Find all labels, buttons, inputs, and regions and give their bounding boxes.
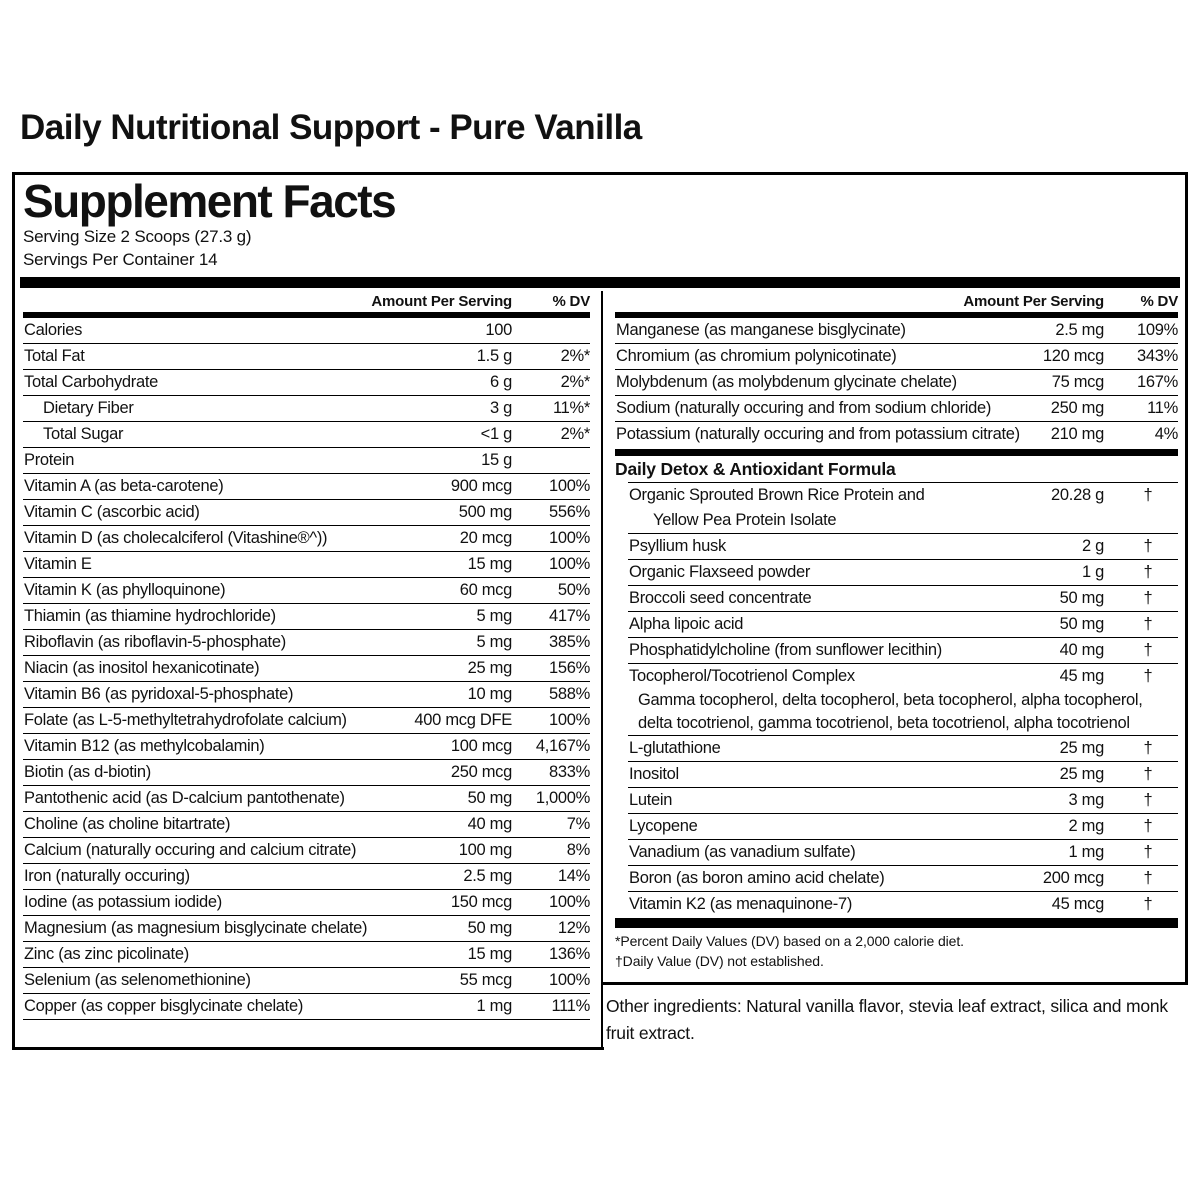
nutrient-name: Manganese (as manganese bisglycinate) bbox=[616, 321, 906, 339]
nutrient-amount: 20 mcg bbox=[459, 529, 512, 547]
nutrient-row-line bbox=[23, 448, 590, 473]
nutrient-dv: † bbox=[1143, 739, 1153, 757]
nutrient-amount: 1.5 g bbox=[476, 347, 512, 365]
nutrient-name: Psyllium husk bbox=[629, 537, 726, 555]
nutrient-name: Zinc (as zinc picolinate) bbox=[24, 945, 189, 963]
nutrient-row bbox=[628, 559, 1178, 585]
nutrient-dv: † bbox=[1143, 563, 1153, 581]
nutrient-amount: 25 mg bbox=[467, 659, 512, 677]
nutrient-name: Phosphatidylcholine (from sunflower lecithin) bbox=[629, 641, 942, 659]
nutrient-amount: 210 mg bbox=[1050, 425, 1104, 443]
nutrient-sub-line: delta tocotrienol, gamma tocotrienol, beta tocotrienol, alpha tocotrienol bbox=[638, 714, 1130, 732]
nutrient-dv: † bbox=[1143, 615, 1153, 633]
nutrient-name-line1: Organic Sprouted Brown Rice Protein and bbox=[629, 486, 925, 504]
nutrient-name: Vitamin B12 (as methylcobalamin) bbox=[24, 737, 265, 755]
nutrient-row bbox=[23, 733, 590, 759]
nutrient-name: Tocopherol/Tocotrienol Complex bbox=[629, 667, 855, 685]
nutrient-name: Sodium (naturally occuring and from sodium chloride) bbox=[616, 399, 992, 417]
nutrient-row bbox=[23, 785, 590, 811]
nutrient-amount: 1 mg bbox=[1068, 843, 1104, 861]
nutrient-row-line bbox=[628, 736, 1178, 761]
nutrient-row-line bbox=[615, 370, 1178, 395]
nutrient-row bbox=[628, 735, 1178, 761]
nutrient-row-line bbox=[23, 968, 590, 993]
nutrient-row-line bbox=[615, 318, 1178, 343]
nutrient-row bbox=[628, 585, 1178, 611]
nutrient-name: Niacin (as inositol hexanicotinate) bbox=[24, 659, 260, 677]
nutrient-row bbox=[628, 663, 1178, 735]
nutrient-amount: 15 mg bbox=[467, 555, 512, 573]
nutrient-amount: 25 mg bbox=[1059, 765, 1104, 783]
nutrient-name: Vitamin E bbox=[24, 555, 92, 573]
nutrient-amount: 100 mcg bbox=[450, 737, 512, 755]
nutrient-dv: † bbox=[1143, 895, 1153, 913]
nutrient-row-line bbox=[628, 892, 1178, 917]
nutrient-row bbox=[628, 813, 1178, 839]
nutrient-row-line bbox=[23, 760, 590, 785]
dv-header: % DV bbox=[552, 293, 590, 310]
supplement-facts-panel bbox=[12, 172, 1188, 1050]
column-divider bbox=[601, 291, 603, 1050]
nutrient-dv: 343% bbox=[1136, 347, 1178, 365]
nutrient-row-line bbox=[23, 500, 590, 525]
nutrient-name: Potassium (naturally occuring and from potassium citrate) bbox=[616, 425, 1020, 443]
nutrient-row-line bbox=[628, 483, 1178, 533]
nutrient-name: Total Sugar bbox=[43, 425, 124, 443]
nutrient-row-line bbox=[23, 396, 590, 421]
nutrient-amount: 200 mcg bbox=[1042, 869, 1104, 887]
nutrient-row bbox=[23, 681, 590, 707]
nutrient-row-line bbox=[23, 812, 590, 837]
nutrient-amount: 250 mcg bbox=[450, 763, 512, 781]
nutrient-row bbox=[23, 447, 590, 473]
nutrient-dv: † bbox=[1143, 589, 1153, 607]
nutrient-dv: 100% bbox=[548, 555, 590, 573]
nutrient-row-line bbox=[628, 788, 1178, 813]
nutrient-amount: 6 g bbox=[489, 373, 512, 391]
left-column bbox=[15, 288, 601, 1020]
nutrient-dv: † bbox=[1143, 667, 1153, 685]
nutrient-dv: 50% bbox=[557, 581, 590, 599]
left-column-header bbox=[23, 288, 590, 312]
nutrient-amount: 50 mg bbox=[1059, 615, 1104, 633]
nutrient-row bbox=[615, 421, 1178, 447]
nutrient-amount: 75 mcg bbox=[1051, 373, 1104, 391]
nutrient-row bbox=[628, 533, 1178, 559]
nutrient-row-line bbox=[23, 422, 590, 447]
nutrient-row-line bbox=[23, 864, 590, 889]
nutrient-row bbox=[628, 483, 1178, 533]
nutrient-dv: 100% bbox=[548, 893, 590, 911]
nutrient-row-line bbox=[628, 612, 1178, 637]
nutrient-amount: 20.28 g bbox=[1051, 486, 1104, 504]
nutrient-row bbox=[23, 421, 590, 447]
nutrient-amount: 10 mg bbox=[467, 685, 512, 703]
nutrient-dv: 833% bbox=[548, 763, 590, 781]
nutrient-row-line bbox=[628, 638, 1178, 663]
nutrient-row bbox=[23, 603, 590, 629]
nutrient-row-line bbox=[23, 656, 590, 681]
nutrient-dv: † bbox=[1143, 869, 1153, 887]
nutrient-row-line bbox=[628, 664, 1178, 689]
panel-header bbox=[15, 175, 1185, 271]
nutrient-dv: 156% bbox=[548, 659, 590, 677]
nutrient-name: Choline (as choline bitartrate) bbox=[24, 815, 231, 833]
nutrient-dv bbox=[526, 318, 590, 343]
nutrient-amount: 5 mg bbox=[476, 633, 512, 651]
nutrient-row bbox=[628, 865, 1178, 891]
nutrient-row bbox=[23, 759, 590, 785]
nutrient-row-line bbox=[23, 708, 590, 733]
nutrient-amount: 50 mg bbox=[467, 919, 512, 937]
nutrient-row-line bbox=[615, 344, 1178, 369]
nutrient-row bbox=[23, 369, 590, 395]
thick-rule bbox=[20, 277, 1180, 288]
nutrient-name: Organic Flaxseed powder bbox=[629, 563, 811, 581]
nutrient-amount: 100 bbox=[485, 321, 512, 339]
nutrient-row bbox=[23, 473, 590, 499]
thick-rule bbox=[615, 918, 1178, 928]
nutrient-row bbox=[628, 761, 1178, 787]
nutrient-dv: 100% bbox=[548, 529, 590, 547]
right-nutrient-table bbox=[615, 318, 1178, 447]
thick-rule bbox=[615, 449, 1178, 456]
nutrient-name: Vitamin B6 (as pyridoxal-5-phosphate) bbox=[24, 685, 294, 703]
nutrient-name: Folate (as L-5-methyltetrahydrofolate calcium) bbox=[24, 711, 347, 729]
footnote-dv: *Percent Daily Values (DV) based on a 2,000 calorie diet. bbox=[615, 933, 964, 949]
nutrient-dv: 111% bbox=[551, 997, 590, 1015]
nutrient-row-line bbox=[23, 344, 590, 369]
panel-border-right bbox=[1185, 172, 1188, 985]
nutrient-row bbox=[23, 941, 590, 967]
panel-border-bottom-right bbox=[602, 982, 1188, 985]
nutrient-row-line bbox=[23, 370, 590, 395]
nutrient-row bbox=[23, 915, 590, 941]
nutrient-amount: 1 g bbox=[1081, 563, 1104, 581]
nutrient-dv: 109% bbox=[1136, 321, 1178, 339]
nutrient-row bbox=[23, 889, 590, 915]
nutrient-name: Vanadium (as vanadium sulfate) bbox=[629, 843, 856, 861]
right-column-header bbox=[615, 288, 1178, 312]
servings-per-container-text: Servings Per Container 14 bbox=[23, 250, 218, 269]
nutrient-name: Broccoli seed concentrate bbox=[629, 589, 812, 607]
nutrient-amount: <1 g bbox=[480, 425, 512, 443]
nutrient-row bbox=[23, 655, 590, 681]
serving-size-text: Serving Size 2 Scoops (27.3 g) bbox=[23, 227, 252, 246]
nutrient-row bbox=[615, 318, 1178, 343]
panel-border-bottom-left bbox=[12, 1047, 604, 1050]
nutrient-amount: 250 mg bbox=[1050, 399, 1104, 417]
amount-header: Amount Per Serving bbox=[963, 293, 1104, 310]
nutrient-amount: 25 mg bbox=[1059, 739, 1104, 757]
nutrient-row-line bbox=[23, 474, 590, 499]
dv-header: % DV bbox=[1140, 293, 1178, 310]
nutrient-row-line bbox=[23, 318, 590, 343]
nutrient-row-line bbox=[628, 762, 1178, 787]
nutrient-dv: † bbox=[1143, 817, 1153, 835]
nutrient-dv: 100% bbox=[548, 971, 590, 989]
nutrient-row bbox=[628, 611, 1178, 637]
nutrient-row bbox=[23, 525, 590, 551]
nutrient-amount: 50 mg bbox=[1059, 589, 1104, 607]
nutrient-row bbox=[23, 499, 590, 525]
nutrient-name: Pantothenic acid (as D-calcium pantothenate) bbox=[24, 789, 345, 807]
nutrient-row-line bbox=[23, 526, 590, 551]
nutrient-row-line bbox=[23, 786, 590, 811]
footnotes bbox=[615, 931, 1178, 971]
nutrient-amount: 40 mg bbox=[1059, 641, 1104, 659]
nutrient-amount: 60 mcg bbox=[459, 581, 512, 599]
nutrient-name: Vitamin C (ascorbic acid) bbox=[24, 503, 200, 521]
nutrient-dv: 417% bbox=[548, 607, 590, 625]
detox-section-title: Daily Detox & Antioxidant Formula bbox=[615, 459, 896, 479]
nutrient-row-line bbox=[628, 586, 1178, 611]
nutrient-name: Boron (as boron amino acid chelate) bbox=[629, 869, 885, 887]
nutrient-dv: † bbox=[1143, 537, 1153, 555]
nutrient-name: Magnesium (as magnesium bisglycinate chelate) bbox=[24, 919, 368, 937]
nutrient-row bbox=[23, 629, 590, 655]
nutrient-amount: 2 mg bbox=[1068, 817, 1104, 835]
nutrient-dv: 12% bbox=[557, 919, 590, 937]
nutrient-amount: 2.5 mg bbox=[463, 867, 512, 885]
nutrient-name: Vitamin K2 (as menaquinone-7) bbox=[629, 895, 853, 913]
nutrient-row-line bbox=[23, 578, 590, 603]
nutrient-dv: 100% bbox=[548, 711, 590, 729]
nutrient-row bbox=[628, 839, 1178, 865]
nutrient-name: Iron (naturally occuring) bbox=[24, 867, 190, 885]
nutrient-amount: 45 mg bbox=[1059, 667, 1104, 685]
nutrient-name: Copper (as copper bisglycinate chelate) bbox=[24, 997, 304, 1015]
nutrient-row bbox=[23, 395, 590, 421]
nutrient-sub-line: Gamma tocopherol, delta tocopherol, beta tocopherol, alpha tocopherol, bbox=[638, 691, 1143, 709]
nutrient-row-line bbox=[23, 552, 590, 577]
nutrient-amount: 900 mcg bbox=[450, 477, 512, 495]
nutrient-row-line bbox=[23, 734, 590, 759]
nutrient-amount: 50 mg bbox=[467, 789, 512, 807]
nutrient-name: L-glutathione bbox=[629, 739, 721, 757]
page-title: Daily Nutritional Support - Pure Vanilla bbox=[20, 108, 642, 147]
nutrient-name: Lycopene bbox=[629, 817, 698, 835]
nutrient-dv: 1,000% bbox=[535, 789, 590, 807]
nutrient-row-line bbox=[628, 866, 1178, 891]
nutrient-name: Thiamin (as thiamine hydrochloride) bbox=[24, 607, 276, 625]
nutrient-row bbox=[615, 369, 1178, 395]
nutrient-row-line bbox=[628, 814, 1178, 839]
columns bbox=[15, 288, 1185, 1020]
nutrient-name: Chromium (as chromium polynicotinate) bbox=[616, 347, 897, 365]
nutrient-amount: 1 mg bbox=[476, 997, 512, 1015]
nutrient-row bbox=[628, 891, 1178, 917]
nutrient-dv: 100% bbox=[548, 477, 590, 495]
nutrient-dv: † bbox=[1143, 641, 1153, 659]
nutrient-row bbox=[23, 318, 590, 343]
left-nutrient-table bbox=[23, 318, 590, 1020]
nutrient-dv: 167% bbox=[1136, 373, 1178, 391]
nutrient-amount: 2.5 mg bbox=[1055, 321, 1104, 339]
nutrient-dv: † bbox=[1143, 765, 1153, 783]
detox-ingredient-table bbox=[628, 482, 1178, 917]
nutrient-row-line bbox=[23, 604, 590, 629]
right-column bbox=[612, 288, 1185, 971]
nutrient-dv: 2%* bbox=[560, 373, 590, 391]
nutrient-dv: † bbox=[1143, 791, 1153, 809]
nutrient-dv: 4% bbox=[1154, 425, 1178, 443]
nutrient-name: Vitamin D (as cholecalciferol (Vitashine®^)) bbox=[24, 529, 328, 547]
nutrient-name: Dietary Fiber bbox=[43, 399, 134, 417]
nutrient-dv: 7% bbox=[566, 815, 590, 833]
nutrient-name: Molybdenum (as molybdenum glycinate chelate) bbox=[616, 373, 957, 391]
nutrient-row bbox=[23, 993, 590, 1019]
supplement-facts-heading: Supplement Facts bbox=[23, 175, 396, 227]
nutrient-name bbox=[628, 483, 1051, 533]
nutrient-name: Calories bbox=[24, 321, 83, 339]
nutrient-row-line bbox=[628, 560, 1178, 585]
nutrient-amount: 45 mcg bbox=[1051, 895, 1104, 913]
nutrient-row-line bbox=[23, 994, 590, 1019]
nutrient-dv: 8% bbox=[566, 841, 590, 859]
nutrient-name-line2: Yellow Pea Protein Isolate bbox=[653, 511, 837, 529]
nutrient-name: Lutein bbox=[629, 791, 673, 809]
nutrient-amount: 3 g bbox=[489, 399, 512, 417]
nutrient-row bbox=[23, 837, 590, 863]
nutrient-row bbox=[628, 787, 1178, 813]
nutrient-dv: † bbox=[1143, 843, 1153, 861]
nutrient-name: Iodine (as potassium iodide) bbox=[24, 893, 222, 911]
nutrient-row bbox=[23, 811, 590, 837]
panel-border-left bbox=[12, 172, 15, 1050]
nutrient-amount: 400 mcg DFE bbox=[414, 711, 512, 729]
nutrient-name: Riboflavin (as riboflavin-5-phosphate) bbox=[24, 633, 286, 651]
nutrient-row-line bbox=[628, 534, 1178, 559]
nutrient-name: Protein bbox=[24, 451, 75, 469]
nutrient-name: Total Carbohydrate bbox=[24, 373, 159, 391]
nutrient-row-line bbox=[23, 630, 590, 655]
panel-border-top bbox=[12, 172, 1188, 175]
nutrient-row-line bbox=[23, 942, 590, 967]
nutrient-amount: 55 mcg bbox=[459, 971, 512, 989]
nutrient-dv: † bbox=[1143, 486, 1153, 504]
nutrient-amount: 500 mg bbox=[458, 503, 512, 521]
nutrient-name: Vitamin A (as beta-carotene) bbox=[24, 477, 224, 495]
nutrient-dv: 2%* bbox=[560, 347, 590, 365]
nutrient-row-line bbox=[23, 838, 590, 863]
nutrient-row-line bbox=[628, 840, 1178, 865]
nutrient-row bbox=[615, 343, 1178, 369]
nutrient-row bbox=[23, 707, 590, 733]
nutrient-amount: 40 mg bbox=[467, 815, 512, 833]
nutrient-name: Biotin (as d-biotin) bbox=[24, 763, 151, 781]
footnote-dagger: †Daily Value (DV) not established. bbox=[615, 953, 824, 969]
nutrient-amount: 15 mg bbox=[467, 945, 512, 963]
nutrient-row bbox=[23, 863, 590, 889]
nutrient-amount: 5 mg bbox=[476, 607, 512, 625]
nutrient-dv: 588% bbox=[548, 685, 590, 703]
nutrient-dv: 4,167% bbox=[535, 737, 590, 755]
nutrient-dv: 136% bbox=[548, 945, 590, 963]
nutrient-amount: 2 g bbox=[1081, 537, 1104, 555]
nutrient-amount: 120 mcg bbox=[1042, 347, 1104, 365]
amount-header: Amount Per Serving bbox=[371, 293, 512, 310]
nutrient-amount: 15 g bbox=[481, 451, 512, 469]
nutrient-row bbox=[23, 343, 590, 369]
nutrient-row bbox=[23, 967, 590, 993]
nutrient-amount: 100 mg bbox=[458, 841, 512, 859]
nutrient-amount: 3 mg bbox=[1068, 791, 1104, 809]
nutrient-dv: 11% bbox=[1147, 399, 1178, 417]
nutrient-row-line bbox=[615, 396, 1178, 421]
nutrient-row bbox=[628, 637, 1178, 663]
nutrient-dv: 11%* bbox=[552, 399, 590, 417]
nutrient-dv: 2%* bbox=[560, 425, 590, 443]
nutrient-row-line bbox=[23, 682, 590, 707]
nutrient-row-line bbox=[615, 422, 1178, 447]
nutrient-row bbox=[23, 551, 590, 577]
nutrient-dv bbox=[526, 448, 590, 473]
nutrient-amount: 150 mcg bbox=[450, 893, 512, 911]
nutrient-name: Alpha lipoic acid bbox=[629, 615, 744, 633]
nutrient-row bbox=[23, 577, 590, 603]
nutrient-dv: 556% bbox=[548, 503, 590, 521]
nutrient-row-line bbox=[23, 916, 590, 941]
nutrient-dv: 385% bbox=[548, 633, 590, 651]
nutrient-name: Inositol bbox=[629, 765, 679, 783]
nutrient-name: Calcium (naturally occuring and calcium citrate) bbox=[24, 841, 357, 859]
nutrient-name: Total Fat bbox=[24, 347, 85, 365]
nutrient-name: Selenium (as selenomethionine) bbox=[24, 971, 251, 989]
nutrient-name: Vitamin K (as phylloquinone) bbox=[24, 581, 226, 599]
nutrient-row-line bbox=[23, 890, 590, 915]
nutrient-dv: 14% bbox=[557, 867, 590, 885]
nutrient-row bbox=[615, 395, 1178, 421]
other-ingredients-text: Other ingredients: Natural vanilla flavor, stevia leaf extract, silica and monk fruit extract. bbox=[606, 996, 1168, 1043]
